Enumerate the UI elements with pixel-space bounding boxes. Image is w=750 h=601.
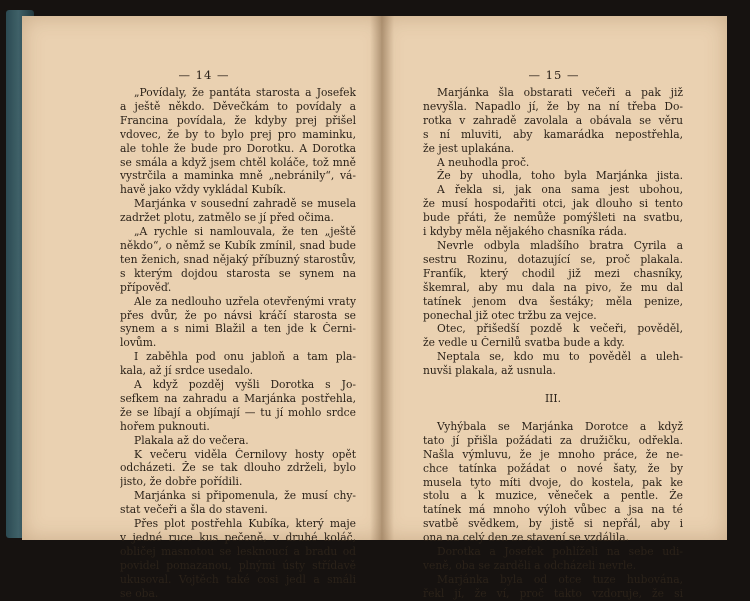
- text-line: přes dvůr, že po návsi kráčí starosta se: [120, 308, 356, 322]
- text-line: ten ženich, snad nějaký příbuzný starostův,: [120, 252, 356, 266]
- text-line: musela tyto míti dvoje, do kostela, pak ke: [423, 475, 683, 489]
- text-line: Ale za nedlouho uzřela otevřenými vraty: [134, 294, 356, 308]
- text-line: A neuhodla proč.: [437, 155, 530, 169]
- page-text: [120, 86, 356, 601]
- text-line: se smála a když jsem chtěl koláče, tož mně: [120, 155, 356, 169]
- text-line: Francina povídala, že kdyby prej přišel: [120, 113, 356, 127]
- text-line: sefkem na zahradu a Marjánka postřehla,: [120, 391, 356, 405]
- text-line: s ní mluviti, aby kamarádka nepostřehla,: [423, 127, 683, 141]
- text-line: nuvši plakala, až usnula.: [423, 364, 556, 378]
- text-line: [423, 406, 683, 420]
- text-line: jisto, že dobře pořídili.: [120, 475, 243, 489]
- text-line: někdo“, o němž se Kubík zmínil, snad bude: [120, 238, 356, 252]
- text-line: řekl jí, že ví, proč takto vzdoruje, že si: [423, 586, 683, 600]
- text-line: tato jí přišla požádati za družičku, odřekla.: [423, 433, 683, 447]
- text-line: Franťík, který chodil již mezi chasníky,: [423, 266, 683, 280]
- text-line: stat večeři a šla do staveni.: [120, 503, 268, 517]
- text-line: Vyhýbala se Marjánka Dorotce a když: [437, 419, 683, 433]
- text-line: I zaběhla pod onu jabloň a tam pla-: [134, 350, 356, 364]
- text-line: sestru Rozinu, dotazující se, proč plakala.: [423, 252, 683, 266]
- text-line: obličej masnotou se lesknoucí a bradu od: [120, 544, 356, 558]
- text-line: i kdyby měla nějakého chasníka ráda.: [423, 225, 627, 239]
- text-line: Plakala až do večera.: [134, 433, 249, 447]
- text-line: svatbě svědkem, by jistě si nepřál, aby i: [423, 517, 683, 531]
- text-line: že vedle u Černilů svatba bude a kdy.: [423, 336, 625, 350]
- text-line: „A rychle si namlouvala, že ten „ještě: [134, 225, 356, 239]
- text-line: havě jako vždy vykládal Kubík.: [120, 183, 287, 197]
- text-line: Přes plot postřehla Kubíka, který maje: [134, 517, 356, 531]
- text-line: bude přáti, že nemůže pomýšleti na svatbu,: [423, 211, 683, 225]
- text-line: Dorotka a Josefek pohlíželi na sebe udi-: [437, 545, 683, 559]
- text-line: nevyšla. Napadlo jí, že by na ní třeba Do-: [423, 99, 683, 113]
- right-page: [381, 16, 727, 600]
- text-line: Neptala se, kdo mu to pověděl a uleh-: [437, 350, 683, 364]
- text-line: škemral, aby mu dala na pivo, že mu dal: [423, 280, 683, 294]
- text-line: vdovec, že by to bylo prej pro maminku,: [120, 127, 356, 141]
- text-line: kala, až jí srdce usedalo.: [120, 364, 254, 378]
- text-line: s kterým dojdou starosta se synem na: [120, 266, 356, 280]
- text-line: Otec, přišedší pozdě k večeři, pověděl,: [437, 322, 683, 336]
- text-line: ona na celý den ze stavení se vzdálila.: [423, 531, 630, 545]
- text-line: lovům.: [120, 336, 157, 350]
- text-line: rotka v zahradě zavolala a obávala se věru: [423, 113, 683, 127]
- text-line: že jest uplakána.: [423, 141, 515, 155]
- text-line: Marjánka si připomenula, že musí chy-: [134, 489, 356, 503]
- text-line: Našla výmluvu, že je mnoho práce, že ne-: [423, 447, 683, 461]
- text-line: III.: [544, 392, 562, 406]
- left-page: [22, 16, 387, 600]
- page-number: — 14 —: [178, 68, 230, 82]
- text-line: vystrčila a maminka mně „nebránily“, vá-: [120, 169, 356, 183]
- text-line: [423, 378, 683, 392]
- text-line: tatínek jenom dva šestáky; měla penize,: [423, 294, 683, 308]
- text-line: ale tohle že bude pro Dorotku. A Dorotka: [120, 141, 356, 155]
- book-gutter: [370, 16, 394, 540]
- text-line: ukusoval. Vojtěch také cosi jedl a smáli: [120, 572, 356, 586]
- text-line: synem a s nimi Blažil a ten jde k Černi-: [120, 322, 356, 336]
- text-line: odcházeti. Že se tak dlouho zdrželi, bylo: [120, 461, 356, 475]
- text-line: hořem puknouti.: [120, 419, 210, 433]
- text-line: chce tatínka požádat o nové šaty, že by: [423, 461, 683, 475]
- page-text: [423, 86, 683, 601]
- text-line: Marjánka šla obstarati večeři a pak již: [437, 86, 683, 99]
- text-line: zadržet plotu, zatmělo se jí před očima.: [120, 211, 334, 225]
- text-line: Že by uhodla, toho byla Marjánka jista.: [437, 169, 683, 183]
- text-line: ponechal již otec tržbu za vejce.: [423, 308, 597, 322]
- text-line: že musí hospodařiti otci, jak dlouho si tento: [423, 197, 683, 211]
- text-line: Nevrle odbyla mladšího bratra Cyrila a: [437, 238, 683, 252]
- text-line: stolu a k muzice, věneček a pentle. Že: [423, 489, 683, 503]
- text-line: a ještě někdo. Děvečkám to povídaly a: [120, 99, 356, 113]
- text-line: že se líbají a objímají — tu jí mohlo srdce: [120, 405, 356, 419]
- text-line: se oba.: [120, 586, 159, 600]
- text-line: povidel pomazanou, plnými ústy střídavě: [120, 558, 356, 572]
- text-line: přípověď.: [120, 280, 172, 294]
- text-line: „Povídaly, že pantáta starosta a Josefek: [134, 86, 356, 99]
- text-line: A řekla si, jak ona sama jest ubohou,: [437, 183, 683, 197]
- text-line: tatínek má mnoho výloh vůbec a jsa na té: [423, 503, 683, 517]
- text-line: v jedné ruce kus pečeně, v druhé koláč,: [120, 531, 356, 544]
- text-line: K večeru viděla Černilovy hosty opět: [134, 447, 356, 461]
- text-line: A když pozděj vyšli Dorotka s Jo-: [134, 378, 356, 392]
- text-line: veně, oba se zarděli a odcházeli nevrle.: [423, 559, 637, 572]
- page-number: — 15 —: [528, 68, 580, 82]
- text-line: Marjánka byla od otce tuze hubována,: [437, 572, 683, 586]
- text-line: Marjánka v sousední zahradě se musela: [134, 197, 356, 211]
